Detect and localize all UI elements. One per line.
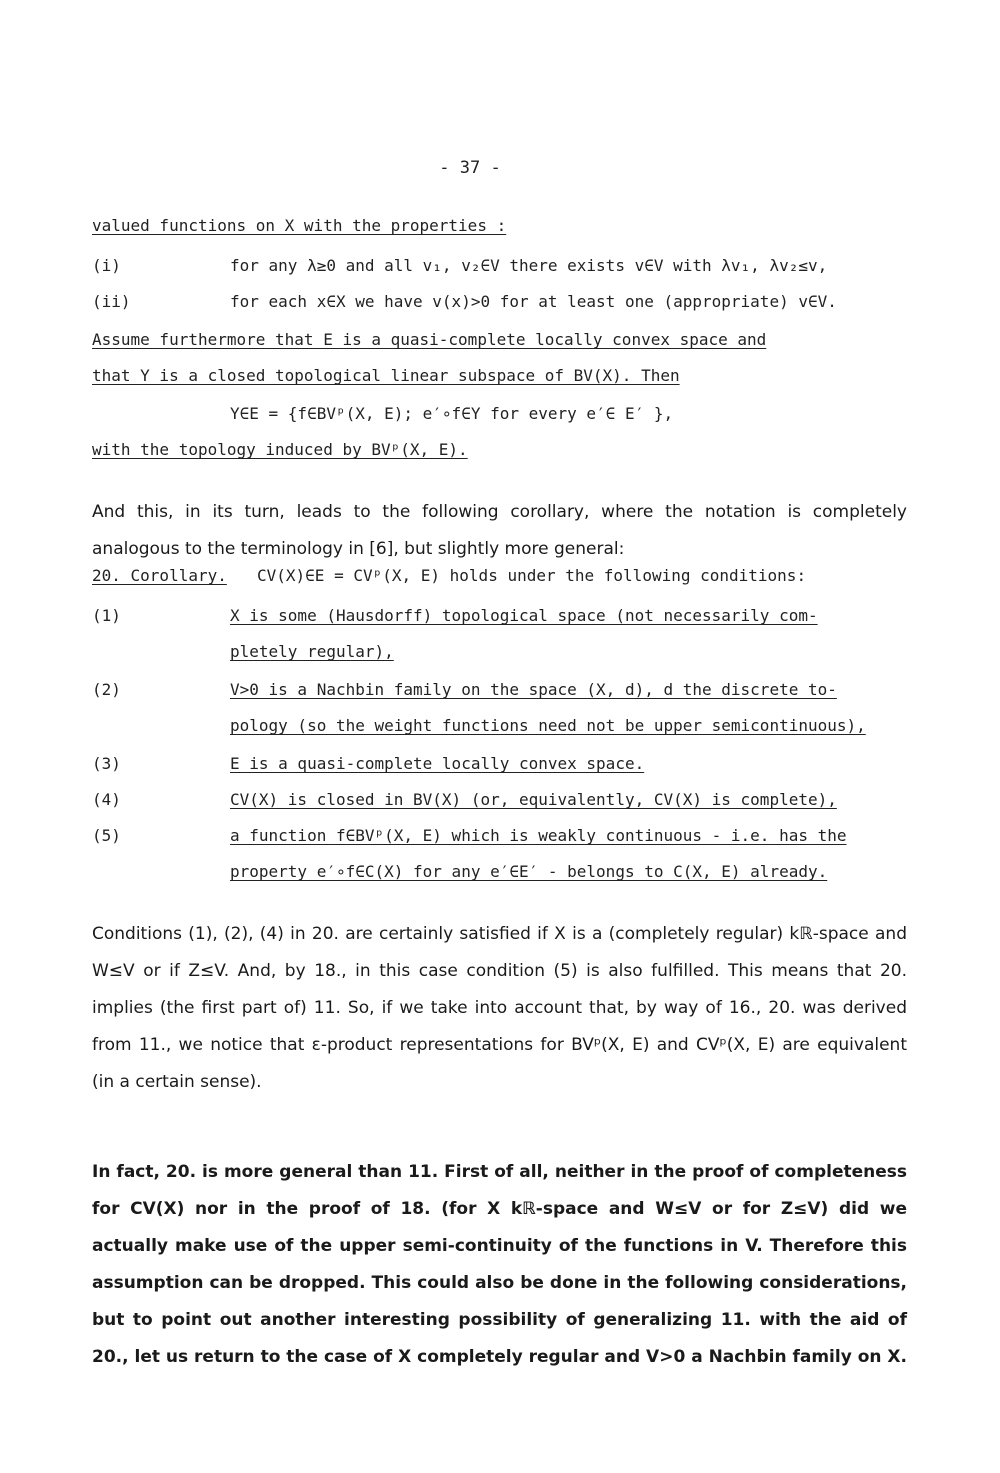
paragraph-conditions: Conditions (1), (2), (4) in 20. are certainly satisfied if X is a (completely regular) kℝ-space and W≤V or if Z≤V. And, by 18., in this case condition (5) is also fulfilled. This means that 20. implies (the first part of) 11. So, if we take into account that, by way of 16., 20. was derived from 11., we notice that ε-product representations for BVᵖ(X, E) and CVᵖ(X, E) are equivalent (in a certain sense). bbox=[92, 924, 907, 1092]
condition-label: (3) bbox=[92, 754, 121, 773]
item-label: (ii) bbox=[92, 292, 131, 311]
corollary-statement: CV(X)∈E = CVᵖ(X, E) holds under the following conditions: bbox=[257, 566, 807, 585]
item-text: for each x∈X we have v(x)>0 for at least one (appropriate) v∈V. bbox=[230, 292, 837, 311]
condition-label: (4) bbox=[92, 790, 121, 809]
intro-block bbox=[92, 216, 912, 466]
item-label: (i) bbox=[92, 256, 121, 275]
assumption-line: that Y is a closed topological linear subspace of BV(X). Then bbox=[92, 366, 680, 385]
condition-text: E is a quasi-complete locally convex space. bbox=[230, 754, 645, 773]
condition-text: X is some (Hausdorff) topological space (not necessarily com- bbox=[230, 606, 818, 625]
assumption-line: Assume furthermore that E is a quasi-complete locally convex space and bbox=[92, 330, 767, 349]
condition-label: (2) bbox=[92, 680, 121, 699]
condition-label: (5) bbox=[92, 826, 121, 845]
condition-text: pletely regular), bbox=[230, 642, 394, 661]
topology-line: with the topology induced by BVᵖ(X, E). bbox=[92, 440, 468, 459]
intro-line: valued functions on X with the properties : bbox=[92, 216, 507, 235]
formula: Y∈E = {f∈BVᵖ(X, E); e′∘f∈Y for every e′∈ E′ }, bbox=[230, 404, 674, 423]
condition-text: a function f∈BVᵖ(X, E) which is weakly continuous - i.e. has the bbox=[230, 826, 847, 845]
paragraph-corollary-intro: And this, in its turn, leads to the following corollary, where the notation is completely analogous to the terminology in [6], but slightly more general: bbox=[92, 502, 907, 559]
page-number: - 37 - bbox=[439, 158, 501, 178]
corollary-heading: 20. Corollary. bbox=[92, 566, 227, 585]
condition-label: (1) bbox=[92, 606, 121, 625]
corollary-block bbox=[92, 566, 912, 896]
item-text: for any λ≥0 and all v₁, v₂∈V there exists v∈V with λv₁, λv₂≤v, bbox=[230, 256, 828, 275]
condition-text: property e′∘f∈C(X) for any e′∈E′ - belongs to C(X, E) already. bbox=[230, 862, 828, 881]
paragraph-generalization: In fact, 20. is more general than 11. First of all, neither in the proof of completeness for CV(X) nor in the proof of 18. (for X kℝ-space and W≤V or for Z≤V) did we actually make use of the upper semi-continuity of the functions in V. Therefore this assumption can be dropped. This could also be done in the following considerations, but to point out another interesting possibility of generalizing 11. with the aid of 20., let us return to the case of X completely regular and V>0 a Nachbin family on X. bbox=[92, 1162, 907, 1367]
condition-text: pology (so the weight functions need not be upper semicontinuous), bbox=[230, 716, 866, 735]
condition-text: CV(X) is closed in BV(X) (or, equivalently, CV(X) is complete), bbox=[230, 790, 837, 809]
condition-text: V>0 is a Nachbin family on the space (X, d), d the discrete to- bbox=[230, 680, 837, 699]
